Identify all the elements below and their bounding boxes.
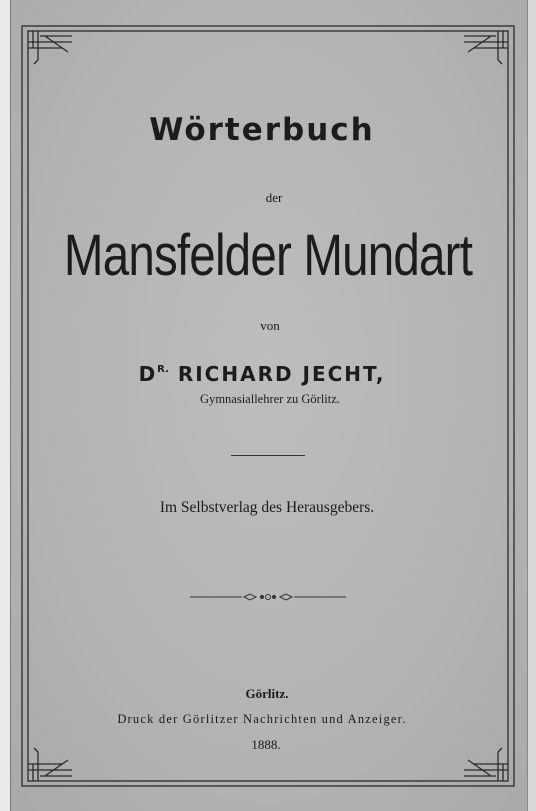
imprint-year: 1888. xyxy=(251,737,281,752)
author-role: Gymnasiallehrer zu Görlitz. xyxy=(200,392,340,406)
ornamental-divider xyxy=(190,592,346,602)
author-fullname: RICHARD JECHT, xyxy=(177,362,386,386)
author-prefix: D xyxy=(138,362,158,386)
divider-rule xyxy=(231,455,305,456)
imprint-city: Görlitz. xyxy=(245,686,289,701)
main-title: Mansfelder Mundart xyxy=(63,223,473,288)
by-line: von xyxy=(260,318,280,333)
author-prefix-sup: R. xyxy=(157,364,169,375)
publisher-note: Im Selbstverlag des Herausgebers. xyxy=(159,499,375,516)
imprint-printer: Druck der Görlitzer Nachrichten und Anzeiger. xyxy=(117,712,407,726)
author-name xyxy=(0,362,530,386)
title: Wörterbuch xyxy=(149,112,375,148)
title-connector: der xyxy=(265,190,283,205)
